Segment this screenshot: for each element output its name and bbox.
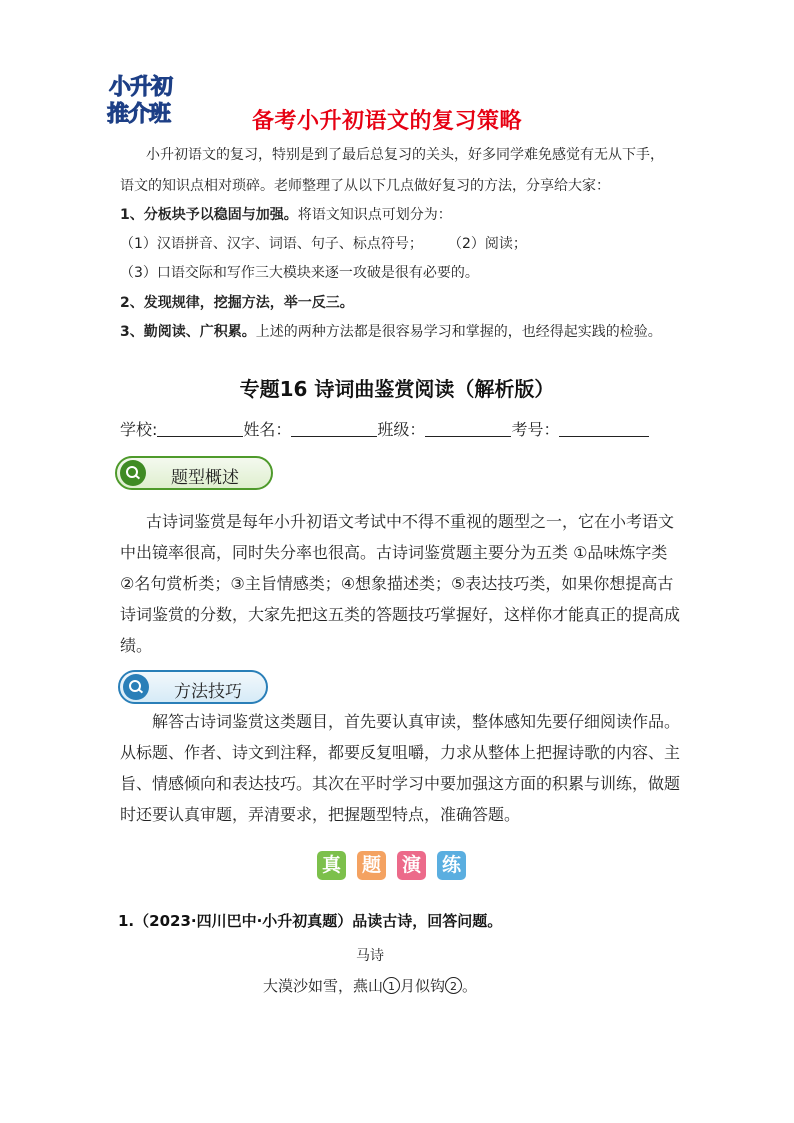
poem-line [0,975,740,996]
method-label: 方法技巧 [174,682,242,702]
method-header [118,670,268,704]
name-label: 姓名： [243,420,292,439]
poem-title: 马诗 [356,948,384,964]
practice-tile-3: 演 [397,851,426,880]
strategy-1-item-1: （1）汉语拼音、汉字、词语、句子、标点符号； [120,236,423,252]
class-label: 班级： [377,420,426,439]
method-line-4: 时还要认真审题，弄清要求，把握题型特点，准确答题。 [120,805,521,824]
strategy-1-item-2: （2）阅读； [448,236,527,252]
promo-title: 备考小升初语文的复习策略 [252,109,523,134]
annotation-marker-2: 2 [445,977,462,994]
overview-line-4: 诗词鉴赏的分数，大家先把这五类的答题技巧掌握好，这样你才能真正的提高成 [120,605,681,624]
school-label: 学校: [120,420,158,439]
strategy-1-heading: 1、分板块予以稳固与加强。 [120,207,298,223]
poem-line-end: 。 [462,977,478,995]
overview-header [115,456,273,490]
strategy-1-item-3: （3）口语交际和写作三大模块来逐一攻破是很有必要的。 [120,265,479,281]
practice-tile-2: 题 [357,851,386,880]
poem-line-part-1: 大漠沙如雪，燕山 [262,977,383,995]
method-line-3: 旨、情感倾向和表达技巧。其次在平时学习中要加强这方面的积累与训练，做题 [120,774,681,793]
student-info-row [120,417,649,440]
strategy-2-heading: 2、发现规律，挖掘方法，举一反三。 [120,295,354,311]
strategy-3 [120,322,662,342]
method-line-1: 解答古诗词鉴赏这类题目，首先要认真审读，整体感知先要仔细阅读作品。 [152,712,681,731]
poem-line-part-2: 月似钩 [399,977,445,995]
overview-label: 题型概述 [171,468,239,488]
strategy-1-text: 将语文知识点可划分为： [297,207,452,223]
number-label: 考号： [511,420,560,439]
annotation-marker-1: 1 [383,977,400,994]
topic-title: 专题16 诗词曲鉴赏阅读（解析版） [239,377,555,401]
logo-line-2: 推介班 [107,102,171,127]
practice-tile-4: 练 [437,851,466,880]
speech-bubble-icon [120,460,146,486]
number-blank[interactable] [559,435,649,437]
promo-intro-line-2: 语文的知识点相对琐碎。老师整理了从以下几点做好复习的方法，分享给大家： [120,178,610,194]
strategy-3-text: 上述的两种方法都是很容易学习和掌握的，也经得起实践的检验。 [255,324,662,340]
overview-line-5: 绩。 [120,636,153,655]
overview-line-2: 中出镜率很高，同时失分率也很高。古诗词鉴赏题主要分为五类 ①品味炼字类 [120,543,668,562]
method-line-2: 从标题、作者、诗文到注释，都要反复咀嚼，力求从整体上把握诗歌的内容、主 [120,743,681,762]
name-blank[interactable] [291,435,377,437]
speech-bubble-icon [123,674,149,700]
promo-intro-line-1: 小升初语文的复习，特别是到了最后总复习的关头，好多同学难免感觉有无从下手， [146,147,664,163]
logo [103,70,209,130]
overview-line-1: 古诗词鉴赏是每年小升初语文考试中不得不重视的题型之一，它在小考语文 [146,512,675,531]
strategy-3-heading: 3、勤阅读、广积累。 [120,324,256,340]
practice-tile-1: 真 [317,851,346,880]
school-blank[interactable] [157,435,243,437]
class-blank[interactable] [425,435,511,437]
question-title: 1.（2023·四川巴中·小升初真题）品读古诗，回答问题。 [118,912,503,930]
logo-line-1: 小升初 [109,75,173,100]
overview-line-3: ②名句赏析类；③主旨情感类；④想象描述类；⑤表达技巧类，如果你想提高古 [120,574,674,593]
strategy-1 [120,205,452,225]
